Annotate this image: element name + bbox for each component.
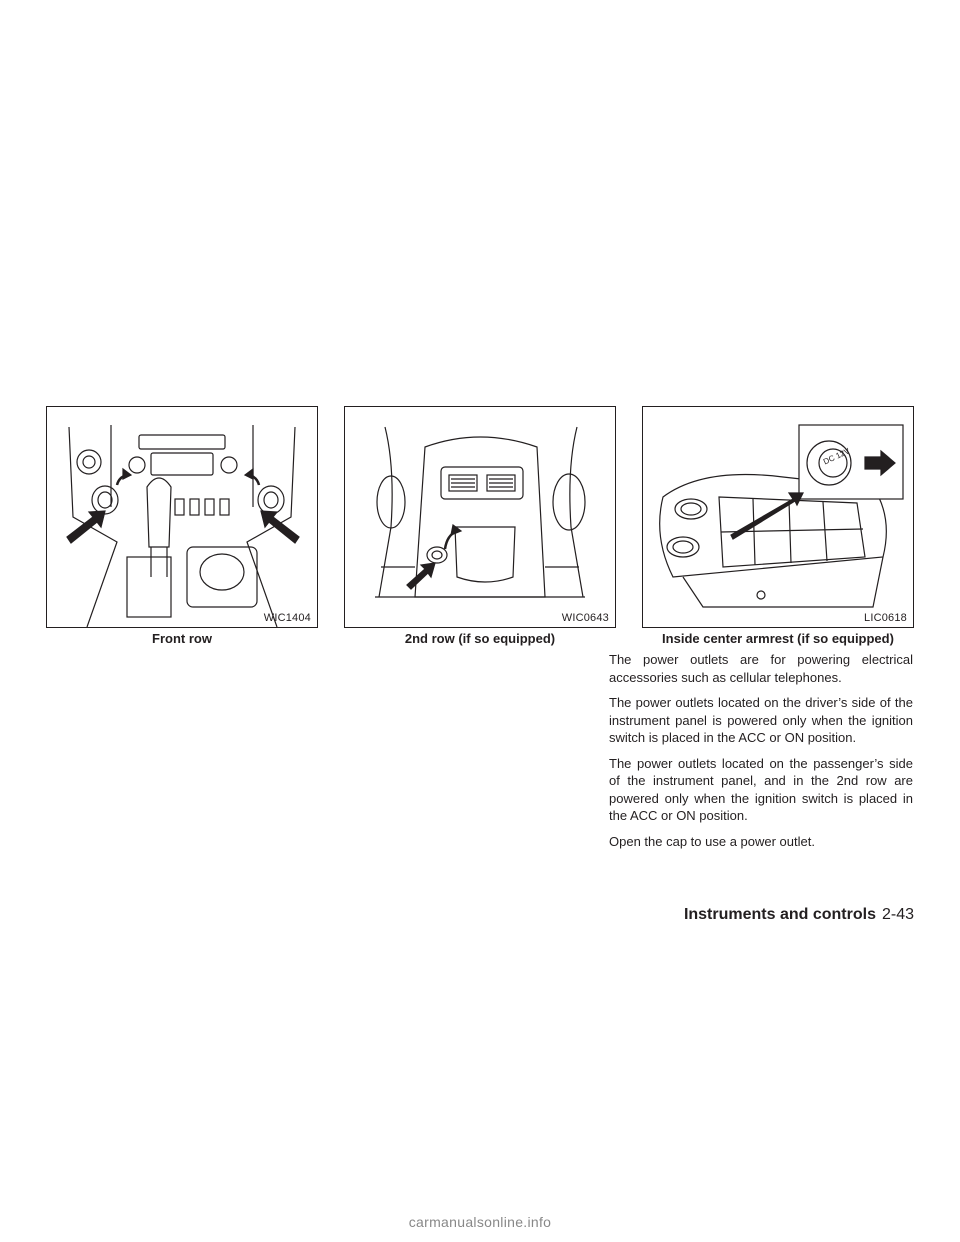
figure-code: WIC0643 bbox=[561, 612, 609, 624]
figure-caption-center-armrest: Inside center armrest (if so equipped) bbox=[662, 631, 894, 646]
figure-2nd-row bbox=[344, 406, 616, 628]
center-armrest-illustration bbox=[643, 407, 913, 627]
body-text bbox=[609, 651, 913, 858]
paragraph: The power outlets are for powering electrical accessories such as cellular telephones. bbox=[609, 652, 913, 685]
page-footer bbox=[684, 906, 914, 924]
figure-caption-2nd-row: 2nd row (if so equipped) bbox=[404, 631, 556, 646]
figure-code: LIC0618 bbox=[864, 612, 907, 624]
paragraph: The power outlets located on the passenger’s side of the instrument panel, and in the 2nd row are powered only when the ignition switch is placed in the ACC or ON position. bbox=[609, 755, 913, 823]
front-row-illustration bbox=[47, 407, 317, 627]
second-row-illustration bbox=[345, 407, 615, 627]
figure-code: WIC1404 bbox=[263, 612, 311, 624]
paragraph: The power outlets located on the driver’s side of the instrument panel is powered only when the ignition switch is placed in the ACC or ON position. bbox=[609, 695, 913, 745]
figure-caption-front-row: Front row bbox=[152, 631, 212, 646]
figure-front-row bbox=[46, 406, 318, 628]
section-title: Instruments and controls bbox=[683, 906, 876, 923]
paragraph: Open the cap to use a power outlet. bbox=[609, 833, 815, 849]
page-number: 2-43 bbox=[881, 906, 914, 923]
outlet-label: DC 12V bbox=[821, 446, 852, 467]
watermark: carmanualsonline.info bbox=[408, 1214, 552, 1230]
figure-center-armrest bbox=[642, 406, 914, 628]
